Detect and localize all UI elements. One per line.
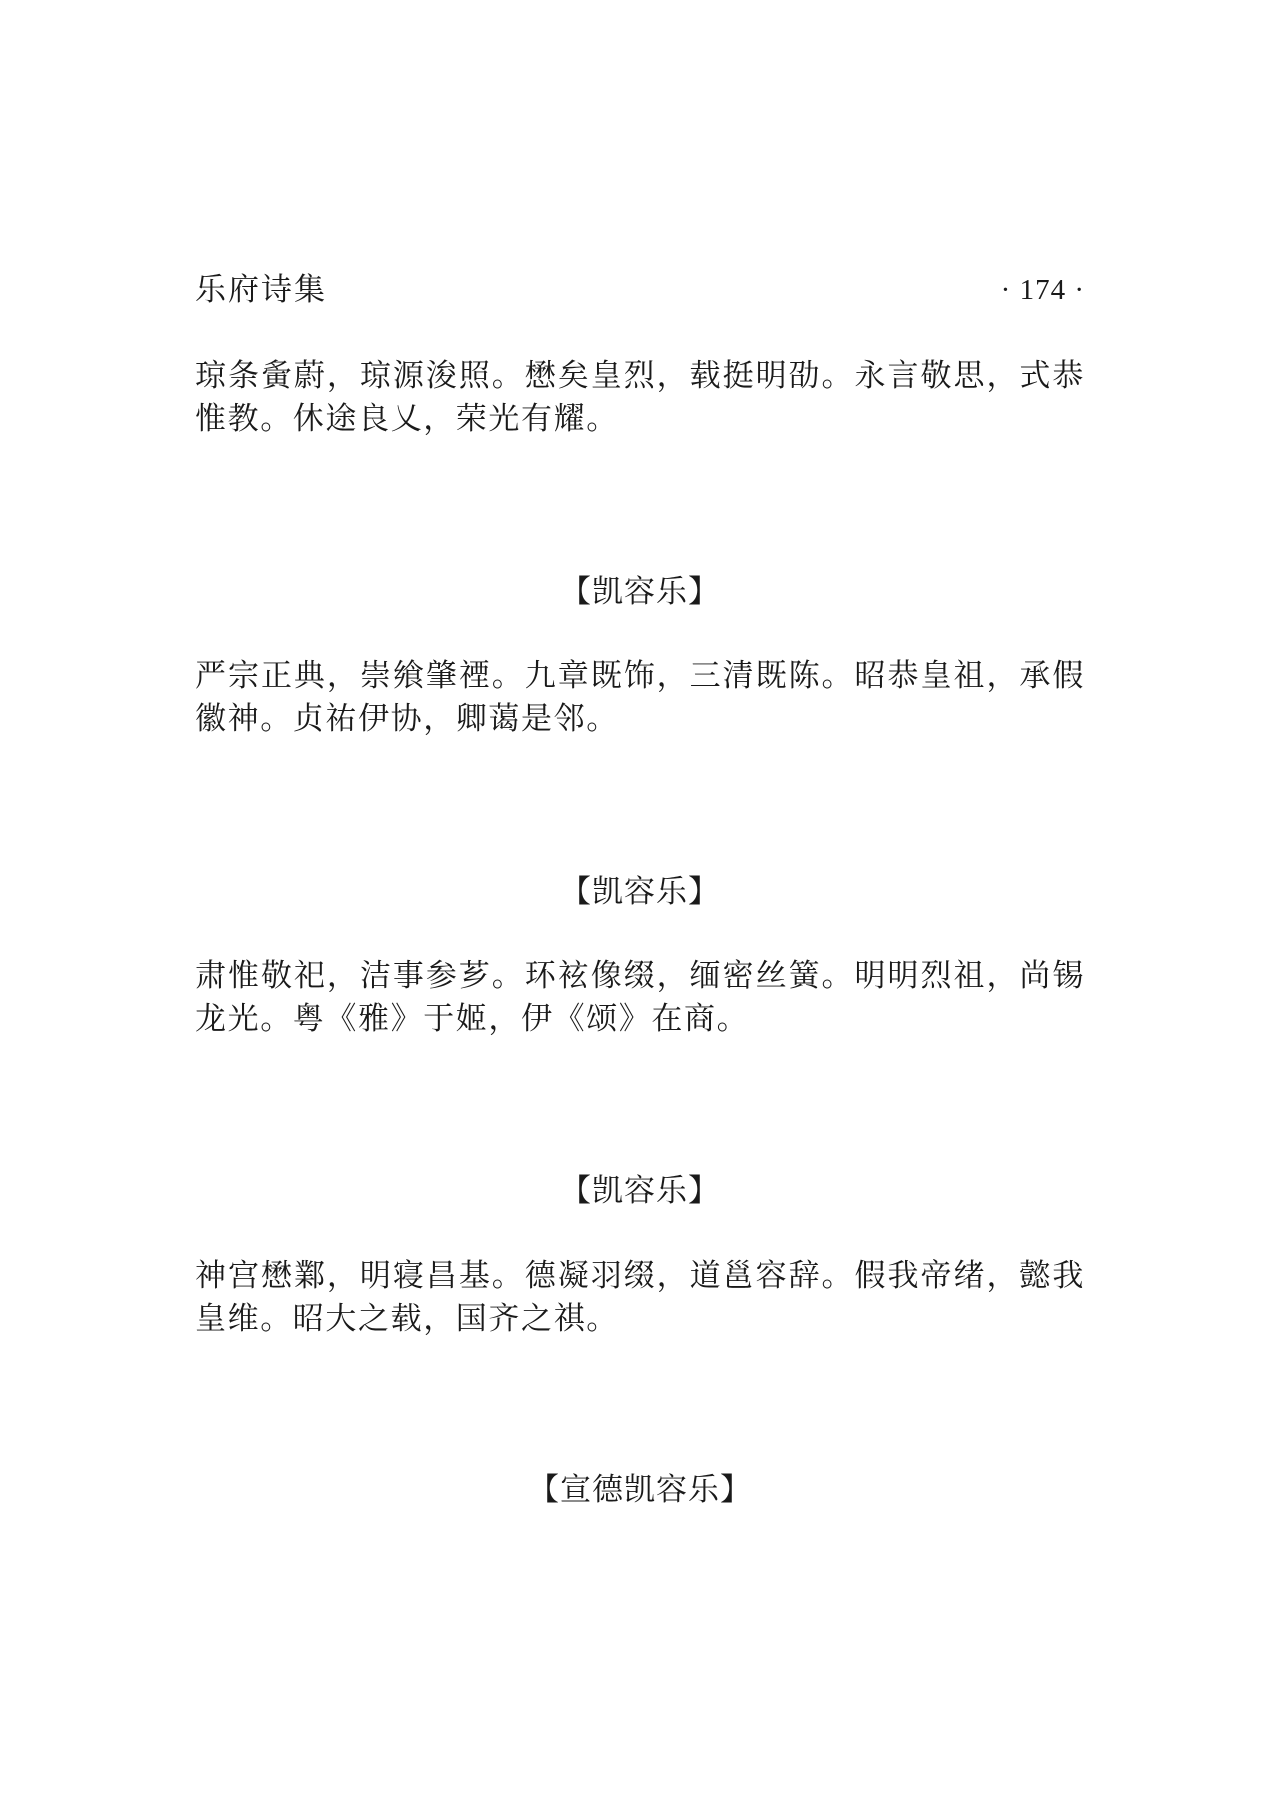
poem-paragraph: 肃惟敬祀，洁事参芗。环袨像缀，缅密丝簧。明明烈祖，尚锡龙光。粤《雅》于姬，伊《颂》在商。 [195,958,1085,1037]
section-heading: 【凯容乐】 [560,874,720,910]
poem-paragraph: 严宗正典，崇飨肇禋。九章既饰，三清既陈。昭恭皇祖，承假徽神。贞祐伊协，卿蔼是邻。 [195,658,1085,737]
section-heading: 【凯容乐】 [560,574,720,610]
section-heading: 【凯容乐】 [560,1173,720,1209]
poem-paragraph: 琼条夤蔚，琼源浚照。懋矣皇烈，载挺明劭。永言敬思，式恭惟教。休途良乂，荣光有耀。 [195,358,1085,437]
page-number: · 174 · [1000,274,1085,306]
poem-paragraph: 神宫懋鄴，明寝昌基。德凝羽缀，道邕容辞。假我帝绪，懿我皇维。昭大之载，国齐之祺。 [195,1258,1085,1337]
section-heading: 【宣德凯容乐】 [528,1472,752,1508]
book-title: 乐府诗集 [195,272,327,308]
running-header [195,268,1085,312]
